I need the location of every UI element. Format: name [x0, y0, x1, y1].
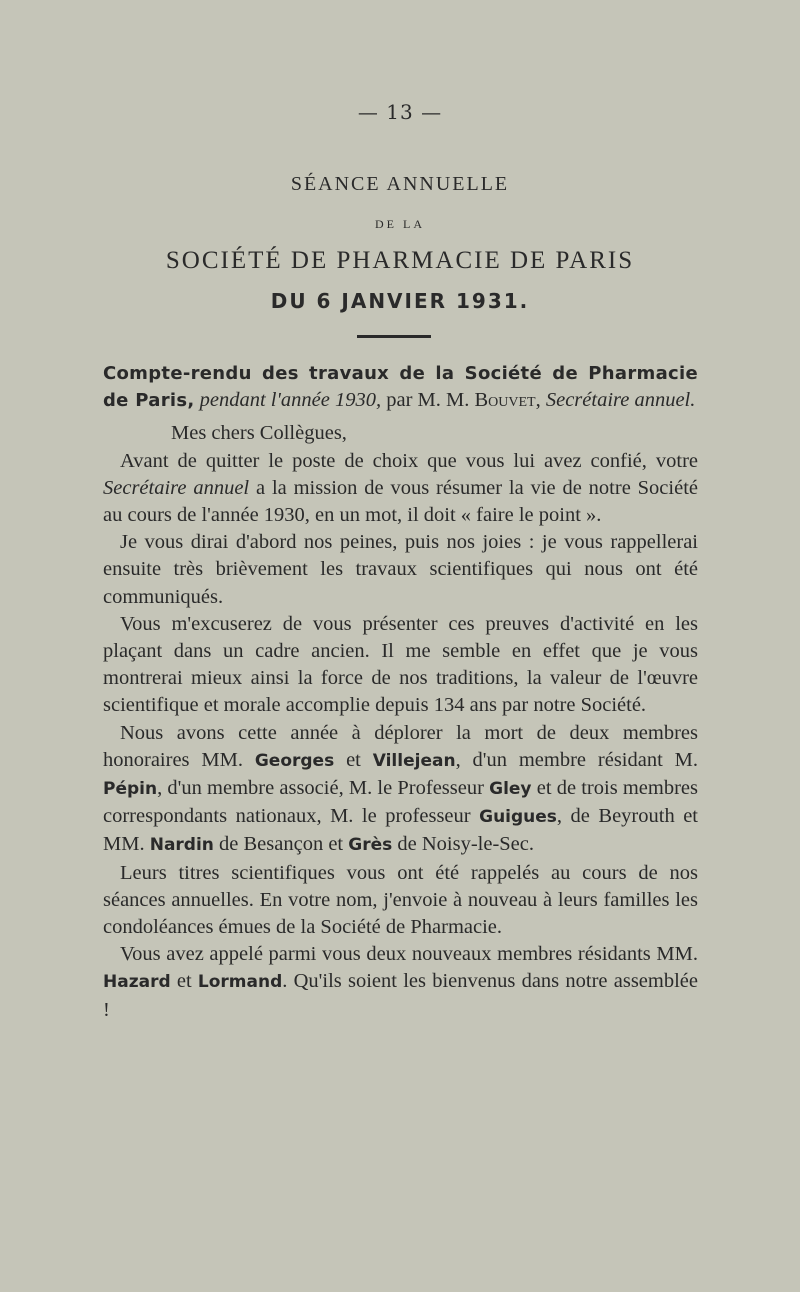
p4-name-pepin: Pépin — [103, 779, 158, 800]
p4-name-gres: Grès — [348, 835, 393, 856]
p6-name-hazard: Hazard — [103, 972, 171, 993]
page-number: — 13 — — [357, 100, 443, 124]
salutation: Mes chers Collègues, — [171, 422, 347, 445]
paragraph-4 — [103, 720, 698, 860]
p4-text-f: , de Beyrouth et MM. — [103, 805, 698, 856]
p4-name-villejean: Villejean — [372, 750, 456, 771]
summary-paragraph — [103, 360, 698, 414]
heading-de-la: DE LA — [375, 217, 425, 231]
paragraph-6 — [103, 941, 698, 1024]
p6-name-lormand: Lormand — [197, 972, 283, 993]
p1-text-c: a la mission de vous résumer la vie de notre Société au cours de l'année 1930, en un mot, il doit « faire le point ». — [103, 476, 698, 527]
p6-text-b: et — [170, 970, 198, 993]
p1-text-b: Secrétaire annuel — [103, 476, 250, 499]
p4-text-b: et — [334, 748, 373, 771]
paragraph-1 — [103, 448, 698, 530]
p6-text-c: . Qu'ils soient les bienvenus dans notre assemblée ! — [103, 970, 698, 1021]
p6-text-a: Vous avez appelé parmi vous deux nouveaux membres résidants MM. — [120, 943, 698, 966]
p4-name-gley: Gley — [489, 779, 532, 800]
p4-text-h: de Noisy-le-Sec. — [392, 833, 534, 856]
p4-text-g: de Besançon et — [213, 833, 349, 856]
paragraph-5: Leurs titres scientifiques vous ont été rappelés au cours de nos séances annuelles. En votre nom, j'envoie à nouveau à leurs familles les condoléances émues de la Société de Pharmacie. — [103, 861, 698, 939]
p4-text-c: , d'un membre résidant M. — [455, 748, 699, 771]
heading-seance: SÉANCE ANNUELLE — [290, 173, 510, 195]
heading-societe: SOCIÉTÉ DE PHARMACIE DE PARIS — [165, 247, 635, 274]
divider-rule — [357, 335, 431, 338]
p4-name-nardin: Nardin — [149, 835, 214, 856]
paragraph-3: Vous m'excuserez de vous présenter ces preuves d'activité en les plaçant dans un cadre ancien. Il me semble en effet que je vous montrerai mieux ainsi la force de nos traditions, la valeur de l'œuvre scientifique et morale accomplie depuis 134 ans par notre Société. — [103, 612, 698, 717]
paragraph-2: Je vous dirai d'abord nos peines, puis nos joies : je vous rappellerai ensuite très brièvement les travaux scientifiques qui nous ont été communiqués. — [103, 531, 698, 608]
article-body — [103, 360, 698, 1024]
p4-text-d: , d'un membre associé, M. le Professeur — [157, 777, 490, 800]
p4-text-a: Nous avons cette année à déplorer la mort de deux membres honoraires MM. — [103, 721, 698, 771]
heading-date: DU 6 JANVIER 1931. — [270, 289, 530, 313]
p1-text-a: Avant de quitter le poste de choix que vous lui avez confié, votre — [120, 449, 698, 472]
p4-name-georges: Georges — [254, 750, 335, 771]
summary-author: Bouvet, — [474, 389, 541, 412]
p4-name-guigues: Guigues — [479, 807, 557, 828]
summary-title: Compte-rendu des travaux de la Société de Pharmacie de Paris, — [103, 363, 698, 412]
summary-period: pendant l'année 1930, — [199, 389, 382, 412]
p4-text-e: et de trois membres correspondants nationaux, M. le professeur — [103, 777, 698, 828]
summary-by: par M. M. — [386, 389, 470, 412]
summary-role: Secrétaire annuel. — [545, 389, 696, 412]
